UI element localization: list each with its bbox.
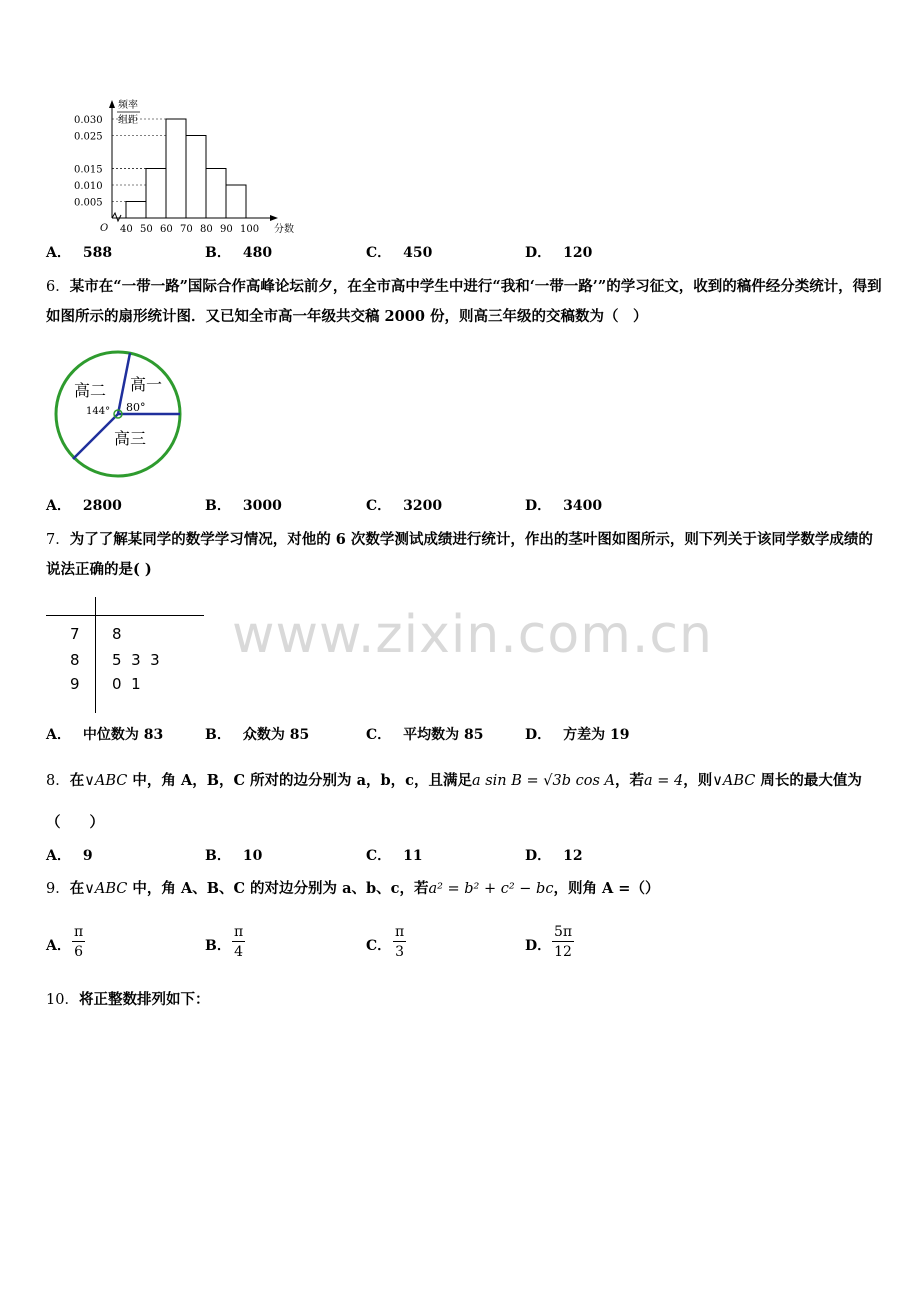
q9-option-a-fraction[interactable]: $\frac{\pi}{6}$: [74, 924, 84, 960]
q9-option-d-letter[interactable]: D．: [525, 938, 552, 954]
x-tick-label: 60: [160, 224, 173, 235]
x-tick-label: 50: [140, 224, 153, 235]
q9-option-b-fraction[interactable]: $\frac{\pi}{4}$: [234, 924, 244, 960]
q6-option-c[interactable]: C． 3200: [366, 498, 443, 514]
y-tick-label: 0.025: [74, 131, 103, 143]
histogram-bar: [226, 185, 246, 218]
q9-equation: a² = b² + c² − bc: [428, 881, 554, 897]
y-label-bottom: 组距: [118, 115, 138, 126]
y-tick-label: 0.005: [74, 197, 103, 209]
q9-option-c-fraction[interactable]: $\frac{\pi}{3}$: [395, 924, 405, 960]
pie-angle-grade2: 144°: [86, 406, 111, 417]
q10-stem: 10．将正整数排列如下：: [46, 991, 210, 1008]
stem-9: 9: [70, 675, 80, 693]
histogram-bar: [126, 202, 146, 219]
q6-stem: 6．某市在“一带一路”国际合作高峰论坛前夕，在全市高中学生中进行“我和‘一带一路’”的学习征文，收到的稿件经分类统计，得到如图所示的扇形统计图．又已知全市高一年级共交稿 2000 份，则高三年级的交稿数为（ ）: [46, 278, 882, 325]
q9-option-a-letter[interactable]: A．: [46, 938, 71, 954]
q7-option-b[interactable]: B． 众数为 85: [205, 727, 310, 743]
pie-label-grade1: 高一: [130, 375, 163, 394]
q8-stem: 8．在∨ABC 中，角 A，B，C 所对的边分别为 a，b，c，且满足a sin B = √3b cos A，若a = 4，则∨ABC 周长的最大值为（ ）: [46, 772, 862, 831]
pie-label-grade2: 高二: [74, 381, 107, 400]
q8-condition: a = 4: [644, 773, 684, 789]
q7-option-c[interactable]: C． 平均数为 85: [366, 727, 484, 743]
x-tick-label: 90: [220, 224, 233, 235]
q8-option-c[interactable]: C． 11: [366, 848, 423, 864]
q5-option-d[interactable]: D． 120: [525, 245, 593, 261]
q7-option-a[interactable]: A． 中位数为 83: [46, 727, 164, 743]
axis-break-mark: [112, 213, 121, 221]
y-label-top: 频率: [118, 100, 138, 111]
q5-option-b[interactable]: B． 480: [205, 245, 273, 261]
x-tick-labels: [120, 224, 259, 235]
stem-leaf-plot: [46, 597, 206, 713]
y-tick-label: 0.030: [74, 115, 103, 126]
q8-option-b[interactable]: B． 10: [205, 848, 263, 864]
origin-label: O: [100, 223, 109, 234]
q9-option-c-letter[interactable]: C．: [366, 938, 392, 954]
stem-leaf-divider: [95, 597, 96, 713]
stem-leaf-top-line: [46, 615, 204, 616]
q5-option-a[interactable]: A． 588: [46, 245, 113, 261]
q9-stem: 9．在∨ABC 中，角 A、B、C 的对边分别为 a、b、c，若a² = b² + c² − bc，则角 A =（）: [46, 880, 660, 897]
q6-option-a[interactable]: A． 2800: [46, 498, 122, 514]
y-tick-labels: [74, 115, 103, 209]
frequency-histogram: [46, 92, 306, 242]
q9-option-d-fraction[interactable]: $\frac{5\pi}{12}$: [554, 924, 573, 960]
histogram-bar: [186, 136, 206, 219]
q9-options: [46, 922, 646, 968]
q7-option-d[interactable]: D． 方差为 19: [525, 727, 630, 743]
q9-option-b-letter[interactable]: B．: [205, 938, 231, 954]
histogram-bar: [166, 119, 186, 218]
x-axis-label: 分数: [274, 224, 294, 235]
q7-stem: 7．为了了解某同学的数学学习情况，对他的 6 次数学测试成绩进行统计，作出的茎叶图如图所示，则下列关于该同学数学成绩的说法正确的是( ): [46, 531, 873, 578]
x-tick-label: 100: [240, 224, 260, 235]
watermark: www.zixin.com.cn: [232, 605, 713, 665]
q6-option-d[interactable]: D． 3400: [525, 498, 603, 514]
stem-8: 8: [70, 651, 80, 669]
pie-chart: [50, 348, 190, 478]
leaves-9: 0 1: [112, 675, 141, 693]
stem-7: 7: [70, 625, 80, 643]
pie-angle-grade1: 80°: [126, 401, 146, 414]
pie-label-grade3: 高三: [114, 429, 147, 448]
q8-option-d[interactable]: D． 12: [525, 848, 583, 864]
y-tick-label: 0.010: [74, 181, 103, 192]
x-tick-label: 40: [120, 224, 133, 235]
histogram-bar: [206, 169, 226, 219]
pie-divider-3: [73, 414, 118, 459]
x-tick-label: 80: [200, 224, 213, 235]
leaves-8: 5 3 3: [112, 651, 160, 669]
q6-option-b[interactable]: B． 3000: [205, 498, 282, 514]
q8-triangle: ∨ABC: [84, 773, 128, 789]
leaves-7: 8: [112, 625, 122, 643]
q8-option-a[interactable]: A． 9: [46, 848, 93, 864]
y-tick-label: 0.015: [74, 164, 103, 176]
x-axis-arrow: [270, 215, 278, 221]
x-tick-label: 70: [180, 224, 193, 235]
q5-option-c[interactable]: C． 450: [366, 245, 433, 261]
q8-equation: a sin B = √3b cos A: [471, 773, 615, 789]
y-axis-arrow: [109, 100, 115, 108]
histogram-bar: [146, 169, 166, 219]
